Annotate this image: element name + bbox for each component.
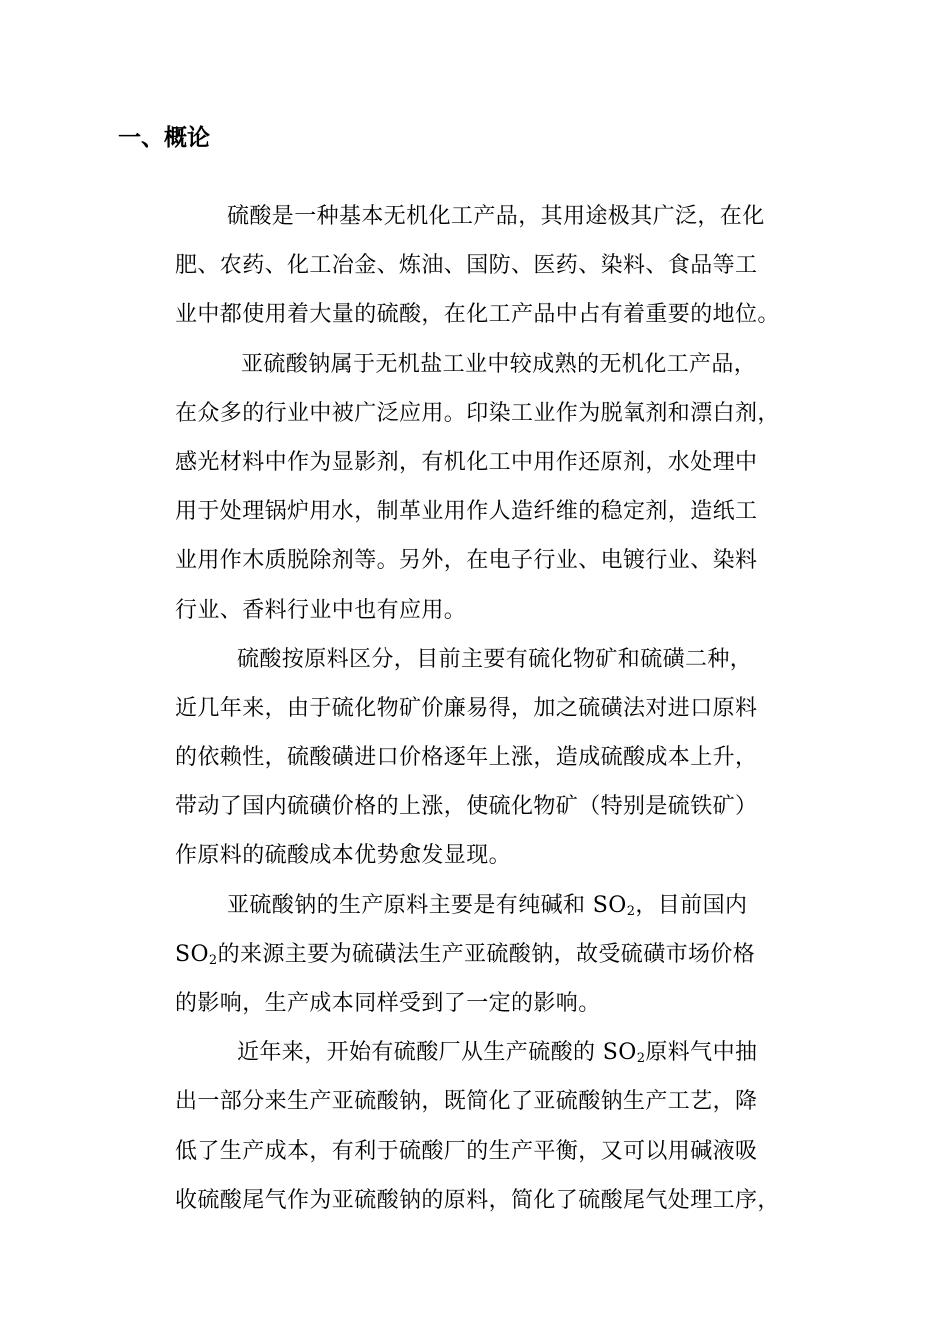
text-line — [175, 934, 860, 983]
text-line: 带动了国内硫磺价格的上涨，使硫化物矿（特别是硫铁矿） — [175, 794, 758, 820]
text-line: 肥、农药、化工冶金、炼油、国防、医药、染料、食品等工 — [175, 253, 758, 279]
text-line: 的依赖性，硫酸磺进口价格逐年上涨，造成硫酸成本上升， — [175, 745, 758, 771]
text-run: 原料气中抽 — [645, 1040, 758, 1066]
text-line: 硫酸按原料区分，目前主要有硫化物矿和硫磺二种， — [237, 646, 753, 672]
text-line: 出一部分来生产亚硫酸钠，既简化了亚硫酸钠生产工艺，降 — [175, 1089, 758, 1115]
text-line: 硫酸是一种基本无机化工产品，其用途极其广泛，在化 — [227, 204, 765, 229]
text-line: 感光材料中作为显影剂，有机化工中用作还原剂，水处理中 — [175, 449, 758, 475]
text-run: SO — [175, 941, 209, 967]
text-run: 亚硫酸钠的生产原料主要是有纯碱和 SO — [227, 892, 627, 918]
text-line: 亚硫酸钠属于无机盐工业中较成熟的无机化工产品， — [241, 351, 757, 377]
paragraph — [175, 344, 860, 639]
subscript: 2 — [626, 903, 636, 919]
paragraph — [175, 1032, 860, 1229]
subscript: 2 — [208, 952, 218, 968]
text-line: 业用作木质脱除剂等。另外，在电子行业、电镀行业、染料 — [175, 548, 758, 574]
paragraph — [175, 639, 860, 885]
text-run: ，目前国内 — [635, 892, 748, 918]
text-line: 行业、香料行业中也有应用。 — [175, 597, 467, 623]
text-run: 近年来，开始有硫酸厂从生产硫酸的 SO — [237, 1040, 637, 1066]
subscript: 2 — [636, 1051, 646, 1067]
document-body — [175, 196, 860, 1229]
text-line: 低了生产成本，有利于硫酸厂的生产平衡，又可以用碱液吸 — [175, 1138, 758, 1164]
text-line: 业中都使用着大量的硫酸，在化工产品中占有着重要的地位。 — [175, 302, 780, 328]
text-line: 在众多的行业中被广泛应用。印染工业作为脱氧剂和漂白剂， — [175, 400, 780, 426]
text-line — [175, 1032, 860, 1081]
text-line: 作原料的硫酸成本优势愈发显现。 — [175, 843, 512, 869]
text-line: 用于处理锅炉用水，制革业用作人造纤维的稳定剂，造纸工 — [175, 499, 758, 525]
text-line: 的影响，生产成本同样受到了一定的影响。 — [175, 991, 601, 1016]
text-run: 的来源主要为硫磺法生产亚硫酸钠，故受硫磺市场价格 — [217, 941, 756, 967]
text-line: 收硫酸尾气作为亚硫酸钠的原料，简化了硫酸尾气处理工序， — [175, 1187, 780, 1213]
paragraph — [175, 885, 860, 1033]
text-line — [175, 885, 860, 934]
paragraph — [175, 196, 860, 344]
section-heading: 一、概论 — [118, 124, 210, 151]
text-line: 近几年来，由于硫化物矿价廉易得，加之硫磺法对进口原料 — [175, 695, 758, 721]
